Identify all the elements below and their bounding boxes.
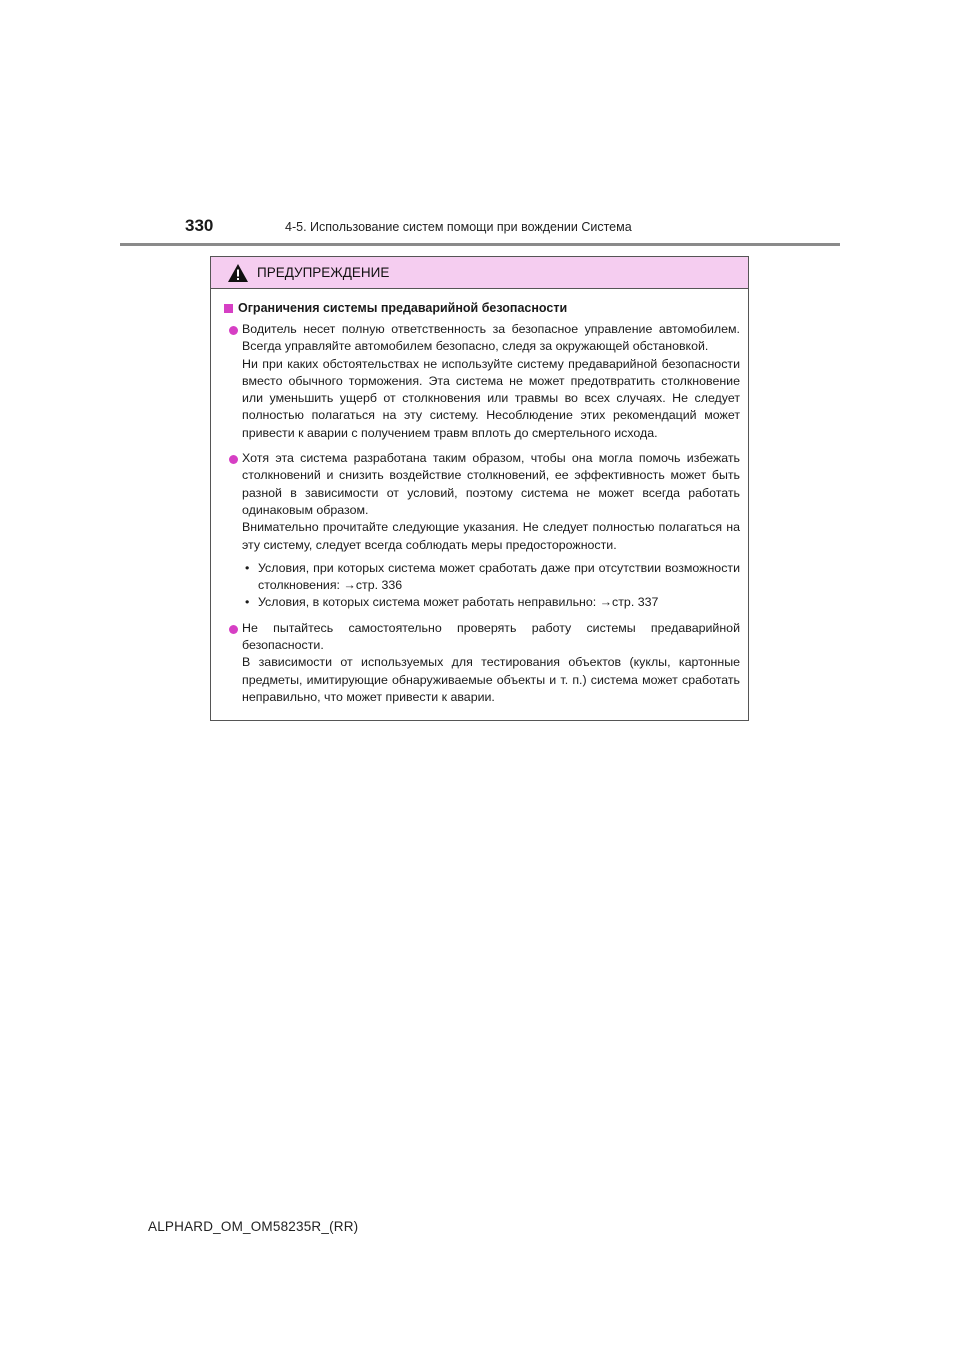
- sub-list-item: [242, 560, 740, 595]
- header-rule: [120, 243, 840, 246]
- warning-body: [211, 289, 748, 720]
- paragraph: Внимательно прочитайте следующие указания. Не следует полностью полагаться на эту систему, следует всегда соблюдать меры предосторожности.: [242, 520, 740, 552]
- document-code: ALPHARD_OM_OM58235R_(RR): [148, 1219, 359, 1234]
- paragraph: Водитель несет полную ответственность за безопасное управление автомобилем. Всегда управляйте автомобилем безопасно, следя за окружающей обстановкой.: [242, 322, 740, 354]
- sub-list-item: [242, 594, 740, 611]
- bullet-dot-icon: •: [245, 560, 250, 575]
- bullet-dot-icon: •: [245, 595, 250, 610]
- paragraph: Ни при каких обстоятельствах не используйте систему предаварийной безопасности вместо обычного торможения. Эта система не может предотвратить столкновение или уменьшить ущерб от столкновения или травмы во всех случаях. Не следует полностью полагаться на эту систему. Несоблюдение этих рекомендаций может привести к аварии с получением травм вплоть до смертельного исхода.: [242, 356, 740, 440]
- warning-item-2: [224, 450, 740, 612]
- warning-item-1: [224, 321, 740, 442]
- paragraph: Не пытайтесь самостоятельно проверять работу системы предаварийной безопасности.: [242, 620, 740, 653]
- warning-triangle-icon: [227, 263, 249, 283]
- circle-bullet-icon: [229, 326, 238, 335]
- circle-bullet-icon: [229, 625, 238, 634]
- square-bullet-icon: [224, 304, 233, 313]
- sub-item-text: Условия, при которых система может сработать даже при отсутствии возможности столкновения: →стр. 336: [258, 560, 740, 593]
- sub-item-text: Условия, в которых система может работать неправильно: →стр. 337: [258, 595, 659, 610]
- warning-title: ПРЕДУПРЕЖДЕНИЕ: [257, 265, 390, 280]
- warning-box: [210, 256, 749, 721]
- section-heading-text: Ограничения системы предаварийной безопасности: [238, 301, 568, 315]
- paragraph: В зависимости от используемых для тестирования объектов (куклы, картонные предметы, имитирующие обнаруживаемые объекты и т. п.) система может сработать неправильно, что может привести к аварии.: [242, 655, 740, 704]
- paragraph: Хотя эта система разработана таким образом, чтобы она могла помочь избежать столкновений и снизить воздействие столкновений, ее эффективность может быть разной в зависимости от условий, поэтому система не может всегда работать одинаковым образом.: [242, 451, 740, 517]
- page-header: [185, 216, 632, 236]
- section-title: 4-5. Использование систем помощи при вождении Система: [285, 220, 632, 234]
- page-number: 330: [185, 216, 214, 235]
- sub-list: [242, 560, 740, 612]
- circle-bullet-icon: [229, 455, 238, 464]
- warning-item-3: [224, 620, 740, 706]
- section-heading: [224, 301, 740, 315]
- warning-header: [211, 257, 748, 289]
